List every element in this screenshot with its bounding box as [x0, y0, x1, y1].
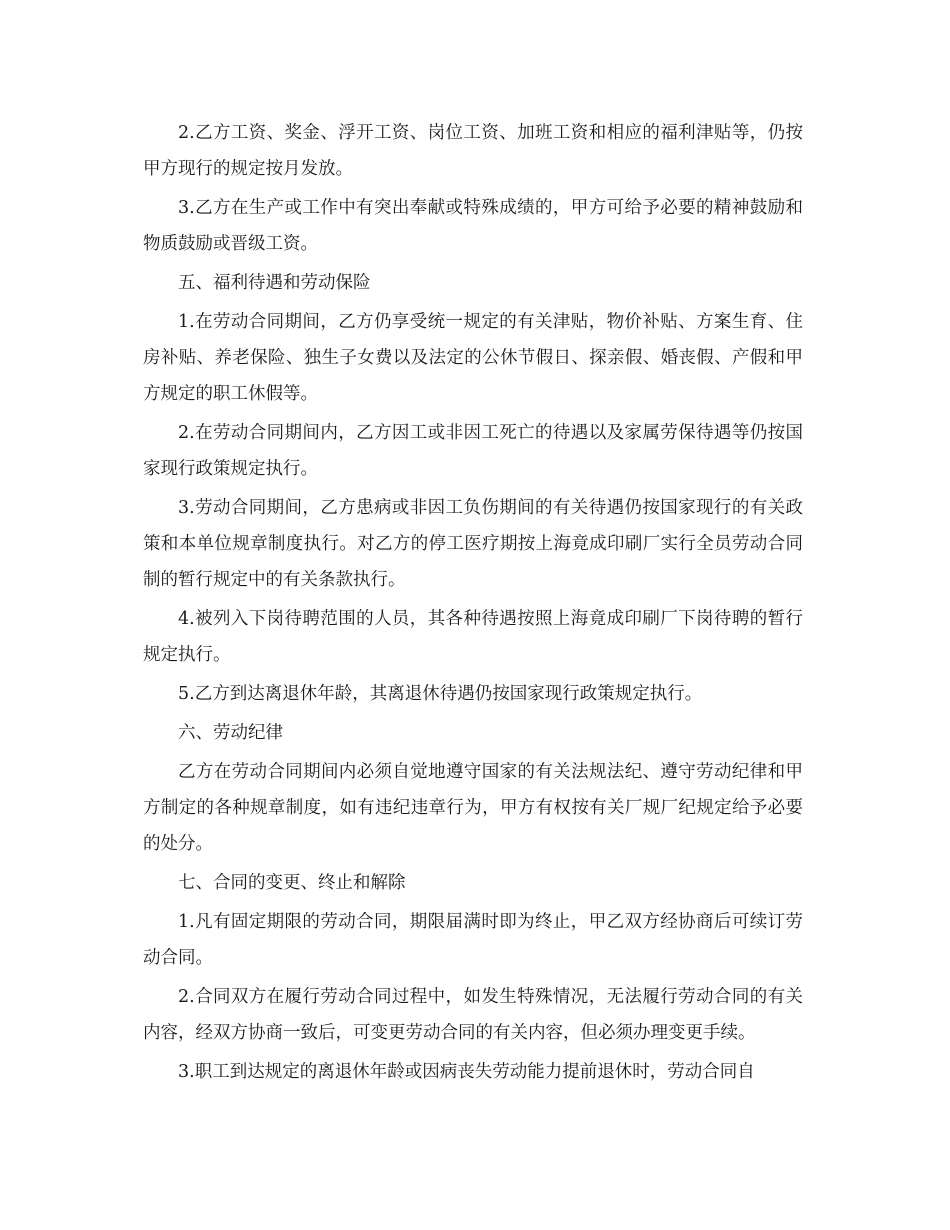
section-heading-contract-change: 七、合同的变更、终止和解除	[178, 873, 406, 893]
paragraph-retirement: 5.乙方到达离退休年龄，其离退休待遇仍按国家现行政策规定执行。	[178, 684, 703, 704]
paragraph-discipline: 乙方在劳动合同期间内必须自觉地遵守国家的有关法规法纪、遵守劳动纪律和甲方制定的各种规章制度，如有违纪违章行为，甲方有权按有关厂规厂纪规定给予必要的处分。	[143, 762, 803, 854]
section-heading-welfare: 五、福利待遇和劳动保险	[178, 273, 371, 293]
paragraph-reward: 3.乙方在生产或工作中有突出奉献或特殊成绩的，甲方可给予必要的精神鼓励和物质鼓励或晋级工资。	[143, 198, 803, 254]
paragraph-death-benefits: 2.在劳动合同期间内，乙方因工或非因工死亡的待遇以及家属劳保待遇等仍按国家现行政策规定执行。	[143, 423, 803, 479]
paragraph-sick-leave: 3.劳动合同期间，乙方患病或非因工负伤期间的有关待遇仍按国家现行的有关政策和本单位规章制度执行。对乙方的停工医疗期按上海竟成印刷厂实行全员劳动合同制的暂行规定中的有关条款执行。	[143, 498, 803, 590]
paragraph-wage-payment: 2.乙方工资、奖金、浮开工资、岗位工资、加班工资和相应的福利津贴等，仍按甲方现行的规定按月发放。	[143, 123, 803, 179]
paragraph-contract-termination: 1.凡有固定期限的劳动合同，期限届满时即为终止，甲乙双方经协商后可续订劳动合同。	[143, 912, 803, 968]
document-body	[143, 115, 803, 1093]
paragraph-allowances: 1.在劳动合同期间，乙方仍享受统一规定的有关津贴，物价补贴、方案生育、住房补贴、养老保险、独生子女费以及法定的公休节假日、探亲假、婚丧假、产假和甲方规定的职工休假等。	[143, 312, 803, 404]
section-heading-discipline: 六、劳动纪律	[178, 723, 283, 743]
paragraph-retirement-termination: 3.职工到达规定的离退休年龄或因病丧失劳动能力提前退休时，劳动合同自	[178, 1062, 755, 1082]
paragraph-layoff: 4.被列入下岗待聘范围的人员，其各种待遇按照上海竟成印刷厂下岗待聘的暂行规定执行。	[143, 609, 803, 665]
paragraph-contract-modification: 2.合同双方在履行劳动合同过程中，如发生特殊情况，无法履行劳动合同的有关内容，经双方协商一致后，可变更劳动合同的有关内容，但必须办理变更手续。	[143, 987, 803, 1043]
